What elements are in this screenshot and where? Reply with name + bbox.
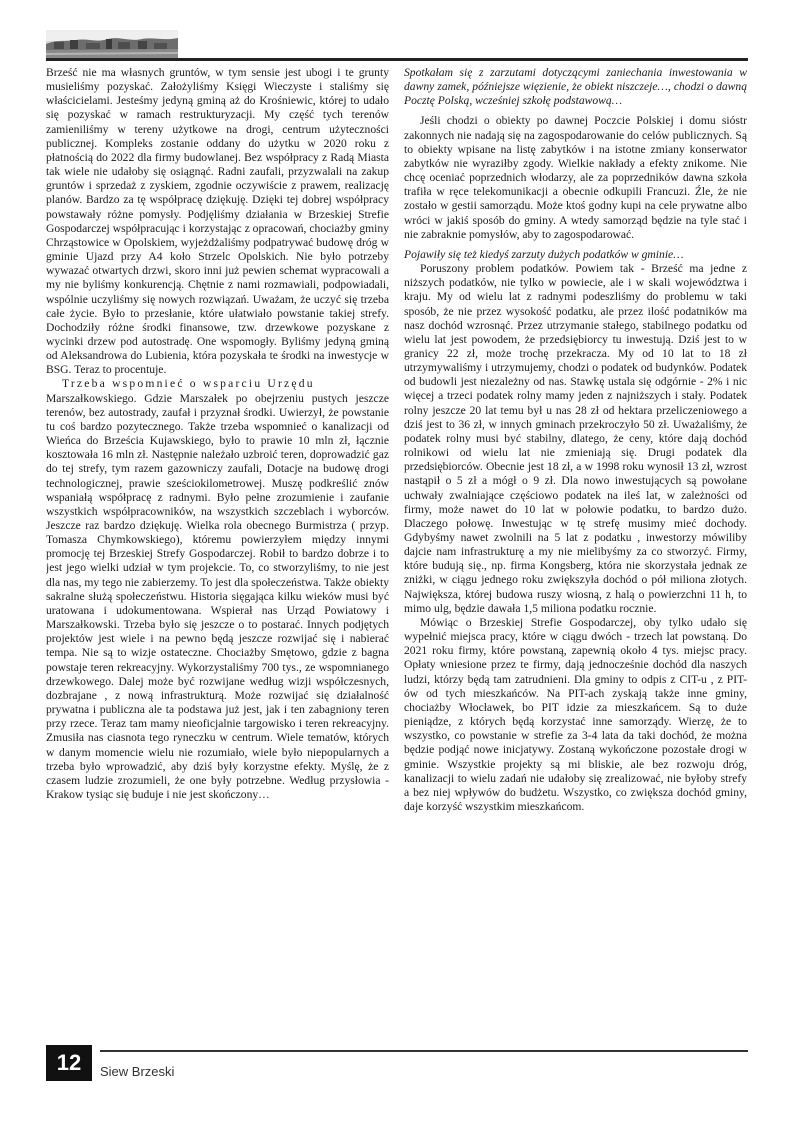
left-text-column (46, 66, 389, 1042)
paragraph: Trzeba wspomnieć o wsparciu Urzędu (62, 377, 315, 391)
paragraph: Mówiąc o Brzeskiej Strefie Gospodarczej, oby tylko udało się wypełnić miejsca pracy, które w ciągu dwóch - trzech lat powstaną. Do 2021 roku firmy, które powstaną, zapewnią około 4 tys. miejsc pracy. Opłaty wniesione przez te firmy, dają jednocześnie dochód dla naszych ludzi, którzy będą tam zatrudnieni. Dla gminy to odpis z CIT-u , z PIT-ów od tych mieszkańców. Na PIT-ach zyskają także inne gminy, chociażby Włocławek, bo PIT idzie za mieszkańcem. Są to duże pieniądze, z których będą korzystać inne samorządy. Wierzę, że to wszystko, co powstanie w strefie za 3-4 lata da taki dochód, że można będzie podjąć nowe inicjatywy. Zostaną wykończone pozostałe drogi w gminie. Wszystkie projekty są mi bliskie, ale bez rozwoju dróg, kanalizacji to wielu zadań nie udałoby się zrealizować, nie byłoby strefy a bez niej wpływów do budżetu. Wszystko, co zwiększa dochód gminy, daje korzyść wszystkim mieszkańcom. (404, 615, 747, 813)
landscape-photo-icon (46, 30, 178, 58)
interview-question: Spotkałam się z zarzutami dotyczącymi zaniechania inwestowania w dawny zamek, późniejsze więzienie, że obiekt niszczeje…, chodzi o dawną Pocztę Polską, wcześniej szkołę podstawową… (404, 66, 747, 108)
page-number: 12 (46, 1045, 92, 1081)
footer-rule (100, 1050, 748, 1052)
paragraph: Marszałkowskiego. Gdzie Marszałek po obejrzeniu pustych jeszcze terenów, bez autostrady, zaufał i przyznał środki. Uwierzył, że powstanie tu coś bardzo pozytecznego. Także trzeba wspomnieć o kanalizacji od Wieńca do Brześcia Kujawskiego, było to prawie 10 mln zł, łącznie kosztowała 16 mln zł. Następnie należało uzbroić teren, doprowadzić gaz do tej strefy, tym razem gazowniczy zaufali, Dotacje na budowę drogi technologicznej, prawie sześciokilometrowej. Muszę podkreślić znów wspaniałą współpracę z radnymi. Było pełne zrozumienie i zaufanie wszystkich współpracowników, na wszystkich szczeblach i wyborców. Jeszcze raz bardzo dziękuję. Wielka rola obecnego Burmistrza ( przyp. Tomasza Chymkowskiego), któremu powierzyłem między innymi promocję tej Brzeskiej Strefy Gospodarczej. Robił to bardzo dobrze i to jest jego wielki udział w tym projekcie. To, co stworzyliśmy, to nie jest dla nas, my tego nie zabierzemy. To jest dla społeczeństwa. Także obiekty sakralne służą społeczeństwu. Historia sięgająca kilku wieków musi być uratowana i udokumentowana. Wspierał nas Urząd Powiatowy i Marszałkowski. Trzeba było się jeszcze o to postarać. Innych podjętych projektów jest wiele i na pewno będą jeszcze rozwijać się i nabierać tempa. Nie są to wizje ostateczne. Chociażby Smętowo, gdzie z bagna powstaje teren rekreacyjny. Wykorzystaliśmy 700 tys., ze wspomnianego drzewkowego. Dalej może być rozwijane według wizji współczesnych, dozbrajane , z nową infrastrukturą. Może rozwijać się działalność prywatna i publiczna ale ta podstawa już jest, jak i ten zabagniony teren przy rzece. Teraz tam mamy nieoficjalnie targowisko i teren rekreacyjny. Zmusiła nas ciasnota tego ryneczku w centrum. Wiele tematów, których w danym momencie wielu nie rozumiało, wiele było niepopularnych a trzeba było wprowadzić, aby dziś były korzystne efekty. Myślę, że z czasem ludzie zrozumieli, że one były potrzebne. Według przysłowia - Krakow tysiąc się buduje i nie jest skończony… (46, 391, 389, 801)
right-text-column (404, 66, 747, 1042)
header-rule (46, 58, 748, 61)
paragraph: Brześć nie ma własnych gruntów, w tym sensie jest ubogi i te grunty musieliśmy pozyskać. Założyliśmy Księgi Wieczyste i staliśmy się właścicielami. Jesteśmy jedyną gminą aż do Krośniewic, której to udało się pozyskać w ramach restrukturyzacji. My część tych terenów zamieniliśmy w tereny użytkowe na drogi, centrum użyteczności publicznej. Kompleks zostanie oddany do użytku w 2020 roku z płatnością do 2022 dla firmy budowlanej. Bez współpracy z Radą Miasta tak wiele nie udałoby się osiągnąć. Radni zaufali, przyzwalali na zakup gruntów i sprzedaż z zyskiem, zgodnie oczywiście z prawem, realizację planów. Bardzo za tę współpracę dziękuję. Dzięki tej dobrej współpracy powstawały różne pomysły. Podjęliśmy działania w Brzeskiej Strefie Gospodarczej współpracując i korzystając z opracowań, chociażby gminy Chrząstowice w Opolskiem, wyjeżdżaliśmy podpatrywać budowę dróg w gminie Ujazd przy A4 koło Strzelc Opolskich. Nie było potrzeby wywazać otwartych drzwi, skoro inni już pewien schemat wypracowali a my nie byliśmy konkurencją. Chętnie z nami rozmawiali, podpowiadali, wspólnie uczyliśmy się nowych rozwiązań. Uważam, że uczyć się trzeba całe życie. Było to przesłanie, które ułatwiało powstanie takiej strefy. Dochodziły różne środki finansowe, tzw. drzewkowe pozyskane z wycinki drzew pod autostradę. One wspomogły. Byliśmy jedyną gminą od Aleksandrowa do Lubienia, która pozyskała te środki na inwestycje w BSG. Teraz to procentuje. (46, 66, 389, 377)
interview-question: Pojawiły się też kiedyś zarzuty dużych podatków w gminie… (404, 247, 684, 261)
header-landscape-photo (46, 30, 178, 58)
paragraph: Jeśli chodzi o obiekty po dawnej Poczcie Polskiej i domu sióstr zakonnych nie nadają się na zagospodarowanie do celów publicznych. Są to obiekty wpisane na listę zabytków i na istotne zmiany konserwator zabytków nie wyraziłby zgody. Wielkie nakłady a efekty znikome. Nie chcę oceniać poprzednich włodarzy, ale za poprzedników dawna szkoła trafiła w ręce telekomunikacji a obecnie odkupili Francuzi. Źle, że nie zostało w gestii samorządu. Może ktoś godny kupi na cele prywatne albo wróci w jakiś sposób do gminy. A wtedy samorząd będzie na tyle stać i nie zabraknie pomysłów, aby to zagospodarować. (404, 114, 747, 241)
paragraph: Poruszony problem podatków. Powiem tak - Brześć ma jedne z niższych podatków, nie tylko w powiecie, ale i w skali województwa i kraju. My od wielu lat z radnymi podeszliśmy do problemu w taki sposób, że nie przez wysokość podatku, ale przez ilość podatników ma nasz dochód wzrosnąć. Przez utrzymanie stałego, stabilnego podatku od wielu lat jest powodem, że przedsiębiorcy tu inwestują. Dziś jest to w granicy 22 zł, może trochę przekracza. My od 10 lat to 18 zł utrzymywaliśmy i utrzymujemy, chodzi o podatek od budynków. Podatek od budowli jest niezależny od nas. Stawkę ustala się odgórnie - 2% i nic więcej a trzeci podatek rolny mamy jeden z najniższych i stały. Podatek rolny jeszcze 20 lat temu był u nas 28 zł od hektara przeliczeniowego a dziś jest to 36 zł, w innych gminach przekroczyło 50 zł. Uważaliśmy, że podatek rolny musi być stabilny, dlatego, że ceny, które dają dochód rolnikowi od wielu lat nie zmieniają się. Drugi podatek dla przedsiębiorców. Obecnie jest 18 zł, a w 1998 roku wynosił 13 zł, wzrost nastąpił o 5 zł a mógł o 9 zł. Dla nowo inwestujących są powołane uchwały zwalniające częściowo podatek na ileś lat, w zależności od firmy, może nawet do 10 lat w połowie podatku, to bardzo dużo. Dlaczego połowę. Inwestując w tę strefę musimy mieć dochody. Gdybyśmy nawet zwolnili na 5 lat z podatku , inwestorzy mówiliby dajcie nam infrastrukturę a my nie mielibyśmy za co stworzyć. Firmy, które budują się., np. firma Kongsberg, która nie skorzystała jednak ze zniżki, w ciągu jednego roku zwiększyła dochód o pół miliona złotych. Największa, której budowa ruszy wiosną, z halą o powierzchni 11 h, to mimo ulg, będzie dawała 1,5 miliona podatku rocznie. (404, 262, 747, 615)
publication-name: Siew Brzeski (100, 1064, 175, 1079)
